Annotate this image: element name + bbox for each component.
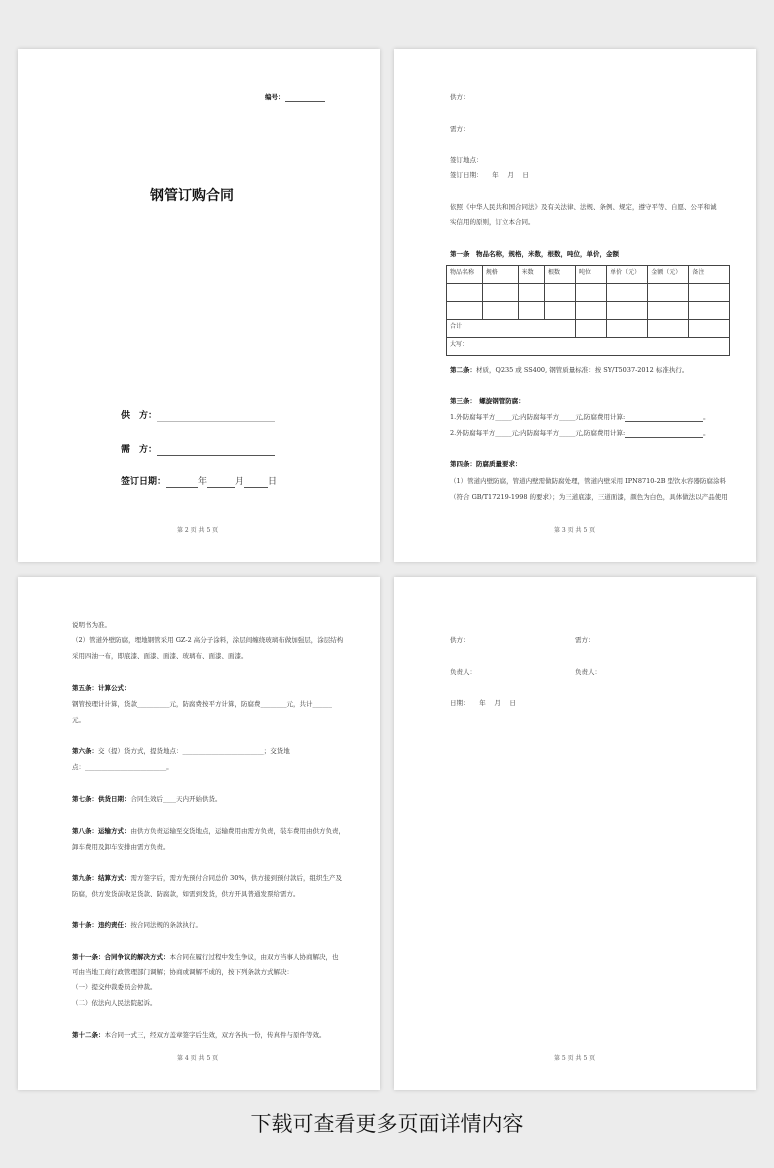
contract-number-label: 编号： [265,93,285,101]
table-capital-row [447,338,730,356]
buyer-label: 需方： [450,125,470,133]
signature-date-label: 日期： 年 月 日 [450,699,516,707]
header-cell: 规格 [482,266,518,284]
buyer-label: 需方： [575,636,595,644]
page-footer: 第 4 页 共 5 页 [177,1055,219,1062]
article-3-title: 第三条： 螺旋钢管防腐： [450,397,525,405]
article-12: 第十二条：本合同一式三，经双方盖章签字后生效，双方各执一份，传真件与原件等效。 [72,1031,326,1039]
article-6-line-2: 点：_________________________。 [72,763,173,771]
article-3-line-2: 2.外防腐每平方_____元;内防腐每平方_____元,防腐费用计算: 。 [450,429,710,437]
header-cell: 米数 [518,266,544,284]
supplier-label: 供方： [450,636,470,644]
buyer-label: 需 方： [121,445,158,455]
article-6: 第六条：交（提）货方式，提货地点：_________________________；交货地 [72,747,290,755]
contract-page-3 [394,49,756,562]
contract-title: 钢管订购合同 [150,188,234,204]
page-footer: 第 5 页 共 5 页 [554,1055,596,1062]
supplier-label: 供 方： [121,411,158,421]
download-caption[interactable]: 下载可查看更多页面详情内容 [250,1112,524,1136]
table-row [447,284,730,302]
article-5-title: 第五条：计算公式： [72,684,131,692]
article-11-option-a: （一）提交仲裁委员会仲裁。 [72,983,157,991]
header-cell: 物品名称 [447,266,483,284]
sign-place-label: 签订地点： [450,156,483,164]
buyer-representative-label: 负责人： [575,668,601,676]
supplier-field [121,410,275,422]
contract-number-field [265,93,325,102]
supplier-label: 供方： [450,93,470,101]
header-cell: 吨位 [576,266,607,284]
header-cell: 备注 [689,266,730,284]
article-8-line-2: 卸车费用及卸车安排由需方负责。 [72,843,170,851]
sign-date-label: 签订日期： [121,477,167,487]
article-4-line-1: （1）管道内壁防腐，管道内壁需做防腐处理，管道内壁采用 IPN8710-2B 型饮水容器防腐涂料 [450,477,727,485]
article-11-option-b: （二）依法向人民法院起诉。 [72,999,157,1007]
table-header-row [447,266,730,284]
article-3-line-1: 1.外防腐每平方_____元;内防腐每平方_____元,防腐费用计算: 。 [450,413,710,421]
table-row [447,302,730,320]
text-line: 采用四油一布，即底漆、面漆、面漆、玻璃布、面漆、面漆。 [72,652,248,660]
items-table [446,265,730,356]
capital-label: 大写： [447,338,730,356]
contract-signature-page [394,577,756,1090]
sign-date-label: 签订日期： 年 月 日 [450,171,529,179]
article-11-line-2: 可由当地工商行政管理部门调解；协商或调解不成的，按下列条款方式解决： [72,968,293,976]
total-label: 合计 [447,320,576,338]
header-cell: 根数 [544,266,575,284]
supplier-representative-label: 负责人： [450,668,476,676]
article-1-title: 第一条 物品名称，规格，米数，根数，吨位，单价，金额 [450,250,619,258]
day-label: 日 [268,477,278,487]
article-9: 第九条：结算方式：需方签字后，需方先预付合同总价 30%，供方接到预付款后，组织生产及 [72,874,343,882]
sign-date-field [121,476,277,488]
article-2-title: 第二条： [450,366,476,374]
header-cell: 金额（元） [648,266,689,284]
article-8: 第八条：运输方式：由供方负责运输至交货地点，运输费用由需方负责，装车费用由供方负责， [72,827,345,835]
contract-cover-page [18,49,380,562]
article-9-line-2: 防腐，供方发货前收足货款、防腐款，如需到发货，供方开具普通发票给需方。 [72,890,300,898]
article-5-text: 钢管按理计计算，货款__________元，防腐费按平方计算，防腐费________元，共计______ [72,700,332,708]
header-cell: 单价（元） [607,266,648,284]
text-line: 说明书为准。 [72,621,111,629]
text-line: （2）管道外壁防腐，埋地钢管采用 GZ-2 高分子涂料，涂层间缠绕玻璃布做加强层，涂层结构 [72,636,344,644]
article-2-text: 材质，Q235 或 SS400, 钢管质量标准：按 SY/T5037-2012 标准执行。 [476,366,689,374]
article-4-title: 第四条：防腐质量要求： [450,460,522,468]
table-total-row [447,320,730,338]
year-label: 年 [198,477,208,487]
intro-line-1: 依照《中华人民共和国合同法》及有关法律、法规、条例、规定，遵守平等、自愿、公平和诚 [450,203,717,211]
buyer-field [121,444,275,456]
article-10: 第十条：违约责任：按合同法规的条款执行。 [72,921,202,929]
article-2 [450,366,688,375]
contract-page-4 [18,577,380,1090]
month-label: 月 [235,477,245,487]
page-footer: 第 2 页 共 5 页 [177,527,219,534]
page-footer: 第 3 页 共 5 页 [554,527,596,534]
intro-line-2: 实信用的原则，订立本合同。 [450,218,535,226]
article-7: 第七条：供货日期：合同生效后____天内开始供货。 [72,795,222,803]
article-5-end: 元。 [72,716,85,724]
article-4-line-2: （符合 GB/T17219-1998 的要求）；为三道底漆，三道面漆，颜色为白色，具体做法以产品使用 [450,493,728,501]
article-11: 第十一条：合同争议的解决方式：本合同在履行过程中发生争议，由双方当事人协商解决，也 [72,953,339,961]
